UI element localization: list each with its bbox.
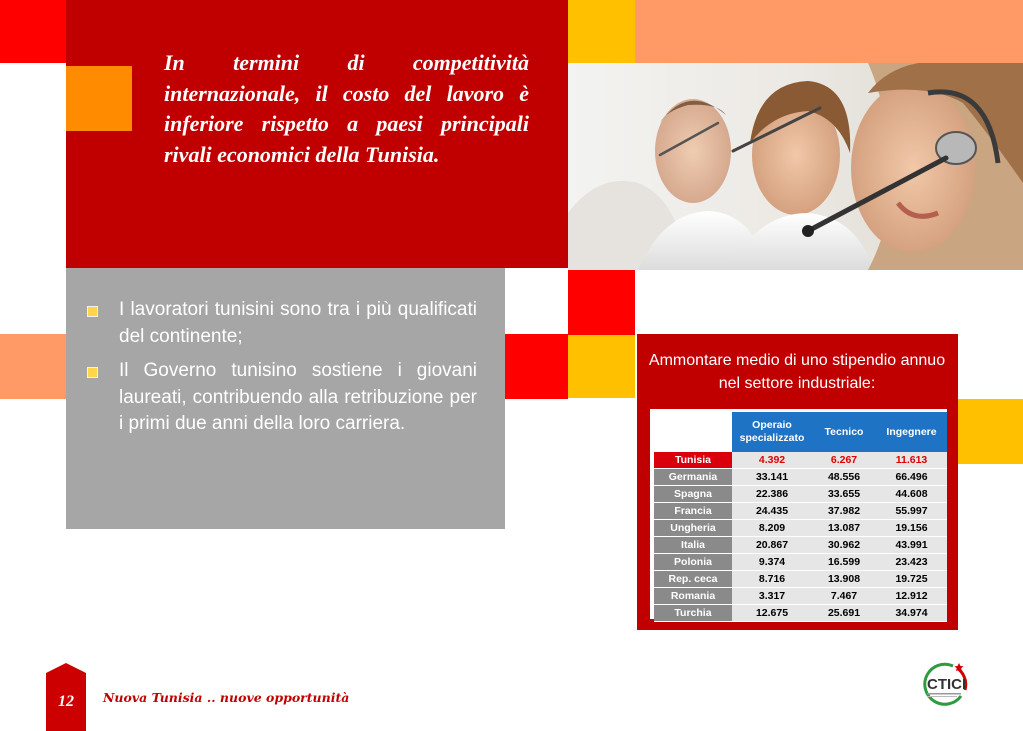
bullet-item [85, 297, 477, 350]
value-cell: 66.496 [876, 469, 947, 486]
value-cell: 19.725 [876, 571, 947, 588]
column-header: Ingegnere [876, 412, 947, 452]
value-cell: 4.392 [732, 452, 812, 469]
deco-block-red-top-left [0, 0, 66, 63]
column-header: Tecnico [812, 412, 876, 452]
headline-text: In termini di competitività internazionale, il costo del lavoro è inferiore rispetto a paesi principali rivali economici della Tunisia. [164, 50, 529, 167]
country-cell: Romania [654, 588, 732, 605]
value-cell: 34.974 [876, 605, 947, 622]
value-cell: 33.655 [812, 486, 876, 503]
table-row [654, 452, 947, 469]
value-cell: 12.675 [732, 605, 812, 622]
table-row [654, 469, 947, 486]
bullet-square-icon [87, 306, 98, 317]
deco-block-yellow-far-right [958, 399, 1023, 464]
deco-block-salmon-left [0, 334, 66, 399]
value-cell: 11.613 [876, 452, 947, 469]
bullet-text: Il Governo tunisino sostiene i giovani laureati, contribuendo alla retribuzione per i primi due anni della loro carriera. [119, 360, 477, 434]
country-cell: Polonia [654, 554, 732, 571]
deco-block-yellow-right [568, 335, 635, 398]
value-cell: 44.608 [876, 486, 947, 503]
value-cell: 22.386 [732, 486, 812, 503]
value-cell: 13.908 [812, 571, 876, 588]
bullet-item [85, 358, 477, 438]
value-cell: 16.599 [812, 554, 876, 571]
table-row [654, 520, 947, 537]
value-cell: 13.087 [812, 520, 876, 537]
country-cell: Francia [654, 503, 732, 520]
column-header: Operaio specializzato [732, 412, 812, 452]
deco-block-orange-overlap [66, 66, 132, 131]
deco-block-red-right [568, 270, 635, 335]
table-row [654, 605, 947, 622]
value-cell: 23.423 [876, 554, 947, 571]
deco-block-salmon-top [635, 0, 1023, 63]
value-cell: 19.156 [876, 520, 947, 537]
country-cell: Italia [654, 537, 732, 554]
country-cell: Ungheria [654, 520, 732, 537]
bullet-square-icon [87, 367, 98, 378]
value-cell: 43.991 [876, 537, 947, 554]
wage-table-container [650, 409, 947, 619]
bullet-list [85, 297, 477, 446]
value-cell: 3.317 [732, 588, 812, 605]
bullet-text: I lavoratori tunisini sono tra i più qualificati del continente; [119, 299, 477, 347]
wage-table [654, 412, 947, 622]
value-cell: 48.556 [812, 469, 876, 486]
ctici-logo-icon [913, 660, 975, 706]
wage-table-corner [654, 412, 732, 452]
table-row [654, 554, 947, 571]
page-number: 12 [58, 693, 74, 710]
value-cell: 7.467 [812, 588, 876, 605]
country-cell: Tunisia [654, 452, 732, 469]
deco-block-red-mid [505, 334, 568, 399]
value-cell: 20.867 [732, 537, 812, 554]
value-cell: 55.997 [876, 503, 947, 520]
value-cell: 24.435 [732, 503, 812, 520]
deco-block-yellow-top [568, 0, 635, 63]
value-cell: 12.912 [876, 588, 947, 605]
wage-caption: Ammontare medio di uno stipendio annuo nel settore industriale: [648, 352, 946, 392]
call-center-operators-photo-icon [568, 63, 1023, 270]
table-row [654, 486, 947, 503]
call-center-photo [568, 63, 1023, 270]
country-cell: Turchia [654, 605, 732, 622]
table-row [654, 503, 947, 520]
table-row [654, 571, 947, 588]
value-cell: 30.962 [812, 537, 876, 554]
value-cell: 9.374 [732, 554, 812, 571]
ctici-logo [913, 660, 975, 706]
country-cell: Germania [654, 469, 732, 486]
country-cell: Spagna [654, 486, 732, 503]
footer-tagline: Nuova Tunisia .. nuove opportunità [103, 690, 350, 705]
wage-table-header-row [654, 412, 947, 452]
table-row [654, 588, 947, 605]
value-cell: 8.716 [732, 571, 812, 588]
country-cell: Rep. ceca [654, 571, 732, 588]
value-cell: 37.982 [812, 503, 876, 520]
logo-text: CTICI [927, 676, 967, 693]
value-cell: 6.267 [812, 452, 876, 469]
page-number-tab [46, 663, 86, 731]
value-cell: 25.691 [812, 605, 876, 622]
table-row [654, 537, 947, 554]
value-cell: 8.209 [732, 520, 812, 537]
value-cell: 33.141 [732, 469, 812, 486]
